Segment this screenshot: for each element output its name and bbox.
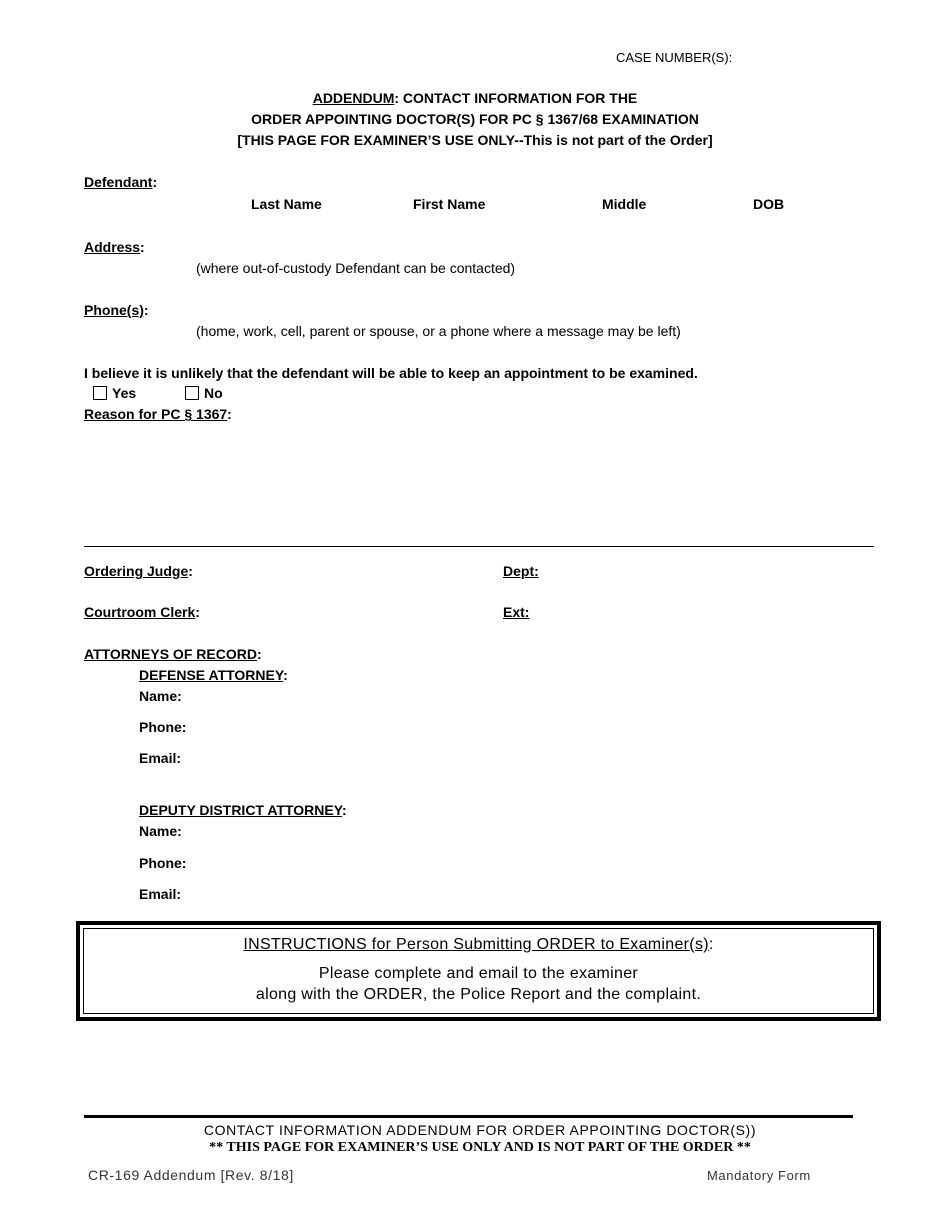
dept-text: Dept <box>503 563 535 579</box>
instructions-box <box>76 921 881 1021</box>
defense-attorney-heading <box>139 667 288 683</box>
courtroom-clerk-text: Courtroom Clerk <box>84 604 196 620</box>
dept-colon: : <box>534 563 539 579</box>
col-middle: Middle <box>602 196 647 212</box>
title-line1-rest: : CONTACT INFORMATION FOR THE <box>394 90 638 106</box>
ext-label <box>503 604 529 620</box>
footer-rule <box>84 1115 853 1118</box>
dda-email-label: Email: <box>139 886 182 902</box>
attorneys-heading-colon: : <box>256 646 262 662</box>
dda-heading-text: DEPUTY DISTRICT ATTORNEY <box>139 802 343 818</box>
col-dob: DOB <box>753 196 785 212</box>
defense-attorney-colon: : <box>283 667 288 683</box>
title-prefix: ADDENDUM <box>312 90 395 106</box>
address-label <box>84 239 145 255</box>
footer-notice: ** THIS PAGE FOR EXAMINER’S USE ONLY AND IS NOT PART OF THE ORDER ** <box>209 1140 751 1155</box>
address-hint: (where out-of-custody Defendant can be contacted) <box>196 260 516 276</box>
ordering-judge-colon: : <box>188 563 193 579</box>
defendant-colon: : <box>152 174 158 190</box>
ext-colon: : <box>524 604 530 620</box>
case-number-label: CASE NUMBER(S): <box>616 50 733 65</box>
courtroom-clerk-label <box>84 604 200 620</box>
page-title-line1 <box>0 90 950 106</box>
defendant-label <box>84 174 157 190</box>
no-option[interactable] <box>185 385 223 401</box>
yes-checkbox[interactable] <box>93 386 107 400</box>
phones-hint: (home, work, cell, parent or spouse, or a phone where a message may be left) <box>196 323 681 339</box>
defense-email-label: Email: <box>139 750 182 766</box>
page-title-line2: ORDER APPOINTING DOCTOR(S) FOR PC § 1367/68 EXAMINATION <box>251 111 699 127</box>
yes-option[interactable] <box>93 385 136 401</box>
defendant-label-text: Defendant <box>84 174 153 190</box>
courtroom-clerk-colon: : <box>195 604 200 620</box>
address-colon: : <box>140 239 145 255</box>
appointment-statement: I believe it is unlikely that the defendant will be able to keep an appointment to be examined. <box>84 365 698 381</box>
dda-name-label: Name: <box>139 823 182 839</box>
reason-colon: : <box>227 406 232 422</box>
defense-phone-label: Phone: <box>139 719 187 735</box>
attorneys-heading <box>84 646 262 662</box>
footer-title: CONTACT INFORMATION ADDENDUM FOR ORDER APPOINTING DOCTOR(S)) <box>203 1122 757 1138</box>
separator-line <box>84 546 874 547</box>
instructions-inner-border <box>83 928 874 1014</box>
address-label-text: Address <box>84 239 141 255</box>
dda-phone-label: Phone: <box>139 855 187 871</box>
yes-label: Yes <box>112 385 137 401</box>
defense-name-label: Name: <box>139 688 182 704</box>
instructions-heading-text: INSTRUCTIONS for Person Submitting ORDER to Examiner(s) <box>243 936 709 953</box>
dept-label <box>503 563 539 579</box>
reason-label <box>84 406 232 422</box>
form-type: Mandatory Form <box>707 1168 811 1183</box>
ext-text: Ext <box>503 604 525 620</box>
phones-label <box>84 302 149 318</box>
phones-colon: : <box>143 302 149 318</box>
instructions-heading-colon: : <box>708 936 714 953</box>
attorneys-heading-text: ATTORNEYS OF RECORD <box>84 646 257 662</box>
page-title-line3: [THIS PAGE FOR EXAMINER’S USE ONLY--This is not part of the Order] <box>237 132 713 148</box>
col-last-name: Last Name <box>251 196 322 212</box>
instructions-line2: along with the ORDER, the Police Report and the complaint. <box>255 986 702 1003</box>
reason-label-text: Reason for PC § 1367 <box>84 406 228 422</box>
phones-label-text: Phone(s) <box>84 302 144 318</box>
ordering-judge-label <box>84 563 193 579</box>
defense-attorney-text: DEFENSE ATTORNEY <box>139 667 284 683</box>
ordering-judge-text: Ordering Judge <box>84 563 189 579</box>
dda-heading <box>139 802 347 818</box>
form-id: CR-169 Addendum [Rev. 8/18] <box>88 1167 294 1183</box>
no-label: No <box>204 385 223 401</box>
no-checkbox[interactable] <box>185 386 199 400</box>
dda-heading-colon: : <box>342 802 347 818</box>
instructions-line1: Please complete and email to the examiner <box>318 965 639 982</box>
instructions-heading <box>84 936 873 954</box>
col-first-name: First Name <box>413 196 486 212</box>
